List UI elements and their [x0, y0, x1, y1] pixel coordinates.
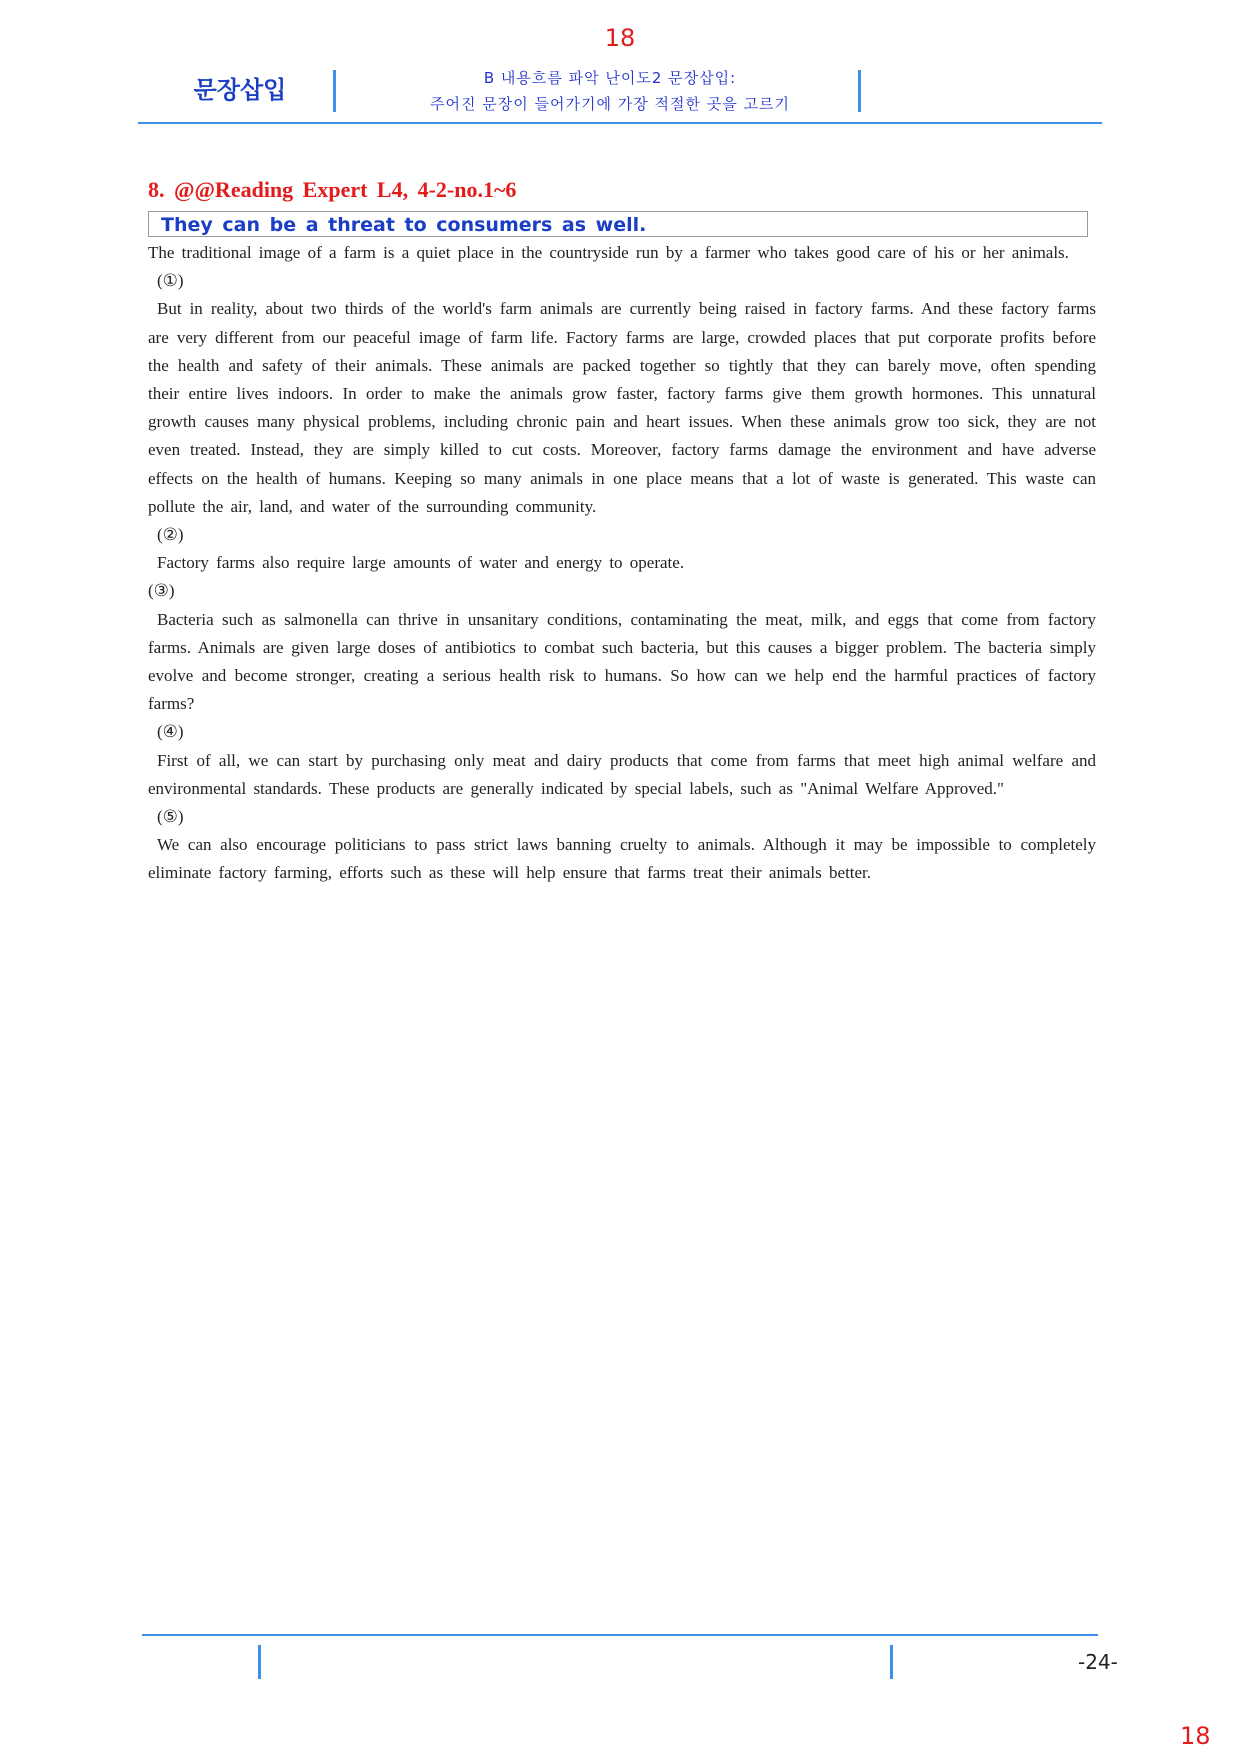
given-sentence: They can be a threat to consumers as well.: [161, 214, 647, 236]
passage-paragraph: Factory farms also require large amounts of water and energy to operate.: [157, 553, 685, 573]
footer-page-label: -24-: [1078, 1650, 1118, 1674]
passage-paragraph: But in reality, about two thirds of the world's farm animals are currently being raised in factory farms. And these factory farms are very different from our peaceful image of farm life. Factory farms are large, crowded places that put corporate profits before the health and safety of their animals. These animals are packed together so tightly that they can barely move, often spending their entire lives indoors. In order to make the animals grow faster, factory farms give them growth hormones. This unnatural growth causes many physical problems, including chronic pain and heart issues. When these animals grow too sick, they are not even treated. Instead, they are simply killed to cut costs. Moreover, factory farms damage the environment and have adverse effects on the health of humans. Keeping so many animals in one place means that a lot of waste is generated. This waste can pollute the air, land, and water of the surrounding community.: [148, 299, 1096, 516]
page-number-bottom: 18: [1180, 1722, 1211, 1750]
passage: [148, 239, 1096, 888]
footer-divider-left: [258, 1645, 261, 1679]
section-title: 문장삽입: [193, 76, 287, 104]
passage-paragraph: Bacteria such as salmonella can thrive in unsanitary conditions, contaminating the meat, milk, and eggs that come from factory farms. Animals are given large doses of antibiotics to combat such bacteria, but this causes a bigger problem. The bacteria simply evolve and become stronger, creating a serious health risk to humans. So how can we help end the harmful practices of factory farms?: [148, 609, 1096, 714]
insertion-marker-5: (⑤): [157, 807, 184, 827]
footer-rule: [142, 1634, 1098, 1636]
header-divider-right: [858, 70, 861, 112]
passage-paragraph: We can also encourage politicians to pass strict laws banning cruelty to animals. Although it may be impossible to completely eliminate factory farming, efforts such as these will help ensure that farms treat their animals better.: [148, 835, 1096, 883]
question-title: 8. @@Reading Expert L4, 4-2-no.1~6: [148, 177, 517, 202]
header-subtitle-line2: 주어진 문장이 들어가기에 가장 적절한 곳을 고르기: [430, 95, 790, 113]
insertion-marker-2: (②): [157, 525, 184, 545]
header-subtitle-line1: B 내용흐름 파악 난이도2 문장삽입:: [483, 69, 737, 87]
insertion-marker-1: (①): [157, 271, 184, 291]
passage-paragraph: First of all, we can start by purchasing only meat and dairy products that come from farms that meet high animal welfare and environmental standards. These products are generally indicated by special labels, such as "Animal Welfare Approved.": [148, 750, 1096, 798]
passage-paragraph-intro: The traditional image of a farm is a quiet place in the countryside run by a farmer who takes good care of his or her animals.: [148, 243, 1069, 262]
given-sentence-box: [148, 211, 1088, 237]
header-divider-left: [333, 70, 336, 112]
page-number-top: 18: [604, 24, 636, 52]
insertion-marker-3: (③): [148, 581, 175, 601]
footer-divider-right: [890, 1645, 893, 1679]
header-rule: [138, 122, 1102, 124]
insertion-marker-4: (④): [157, 722, 184, 742]
